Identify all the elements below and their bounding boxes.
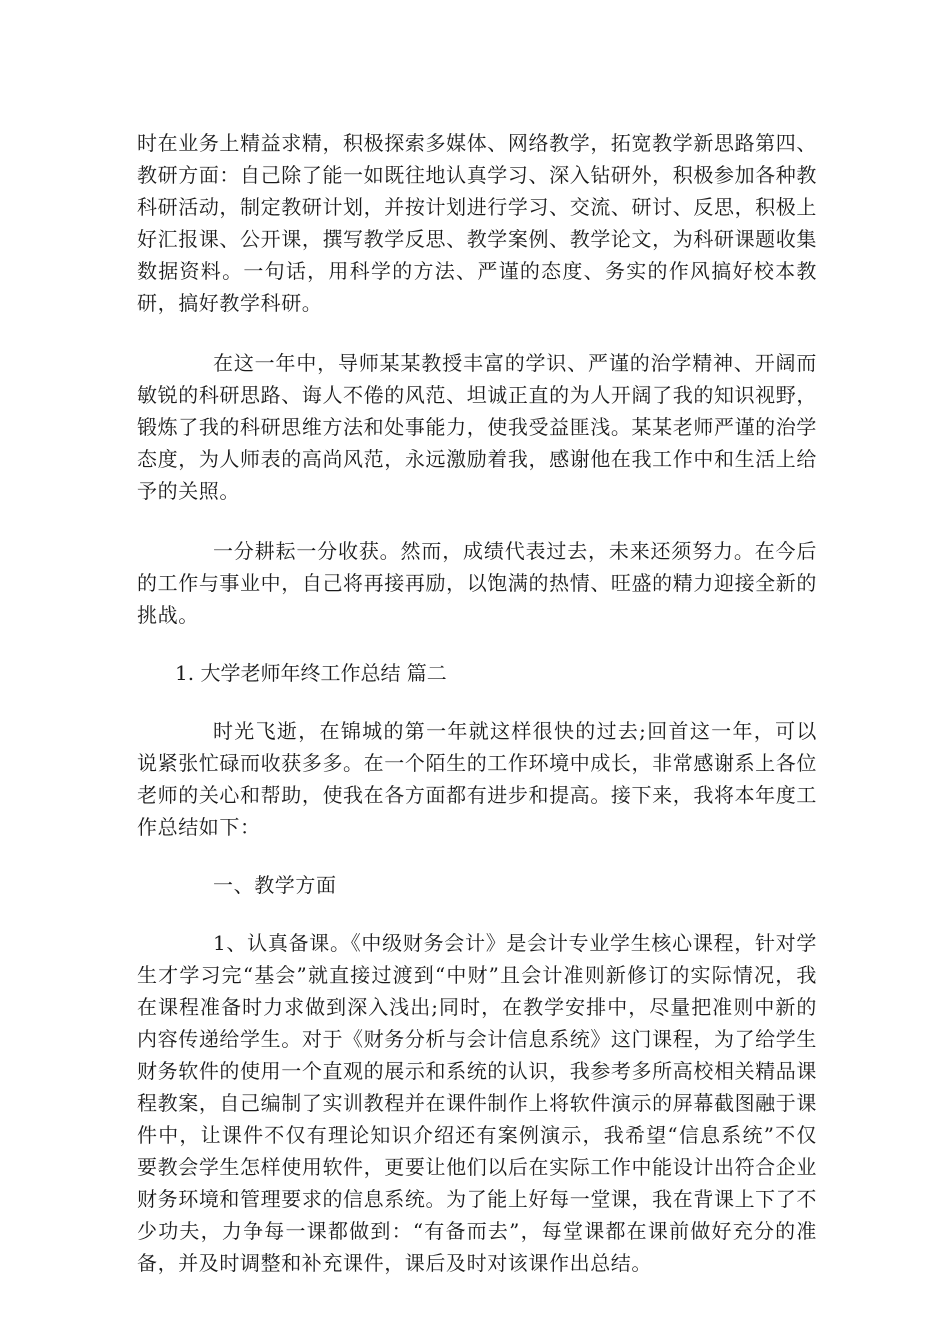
paragraph-intro: 时光飞逝，在锦城的第一年就这样很快的过去;回首这一年，可以说紧张忙碌而收获多多。在一个陌生的工作环境中成长，非常感谢系上各位老师的关心和帮助，使我在各方面都有进步和提高。接下来，我将本年度工作总结如下： — [137, 719, 817, 839]
paragraph-teaching-research: 时在业务上精益求精，积极探索多媒体、网络教学，拓宽教学新思路第四、教研方面：自己除了能一如既往地认真学习、深入钻研外，积极参加各种教科研活动，制定教研计划，并按计划进行学习、交流、研讨、反思，积极上好汇报课、公开课，撰写教学反思、教学案例、教学论文，为科研课题收集数据资料。一句话，用科学的方法、严谨的态度、务实的作风搞好校本教研，搞好教学科研。 — [137, 131, 817, 315]
document-page — [137, 127, 817, 1279]
paragraph-lesson-prep: 1、认真备课。《中级财务会计》是会计专业学生核心课程，针对学生才学习完“基会”就直接过渡到“中财”且会计准则新修订的实际情况，我在课程准备时力求做到深入浅出;同时，在教学安排中，尽量把准则中新的内容传递给学生。对于《财务分析与会计信息系统》这门课程，为了给学生财务软件的使用一个直观的展示和系统的认识，我参考多所高校相关精品课程教案，自己编制了实训教程并在课件制作上将软件演示的屏幕截图融于课件中，让课件不仅有理论知识介绍还有案例演示，我希望“信息系统”不仅要教会学生怎样使用软件，更要让他们以后在实际工作中能设计出符合企业财务环境和管理要求的信息系统。为了能上好每一堂课，我在背课上下了不少功夫，力争每一课都做到：“有备而去”，每堂课都在课前做好充分的准备，并及时调整和补充课件，课后及时对该课作出总结。 — [137, 931, 817, 1275]
section-heading: 1. 大学老师年终工作总结 篇二 — [175, 661, 447, 685]
subheading-teaching: 一、教学方面 — [213, 873, 337, 897]
paragraph-future-outlook: 一分耕耘一分收获。然而，成绩代表过去，未来还须努力。在今后的工作与事业中，自己将再接再励，以饱满的热情、旺盛的精力迎接全新的挑战。 — [137, 539, 817, 627]
paragraph-mentor-thanks: 在这一年中，导师某某教授丰富的学识、严谨的治学精神、开阔而敏锐的科研思路、诲人不倦的风范、坦诚正直的为人开阔了我的知识视野，锻炼了我的科研思维方法和处事能力，使我受益匪浅。某某老师严谨的治学态度，为人师表的高尚风范，永远激励着我，感谢他在我工作中和生活上给予的关照。 — [137, 351, 817, 503]
